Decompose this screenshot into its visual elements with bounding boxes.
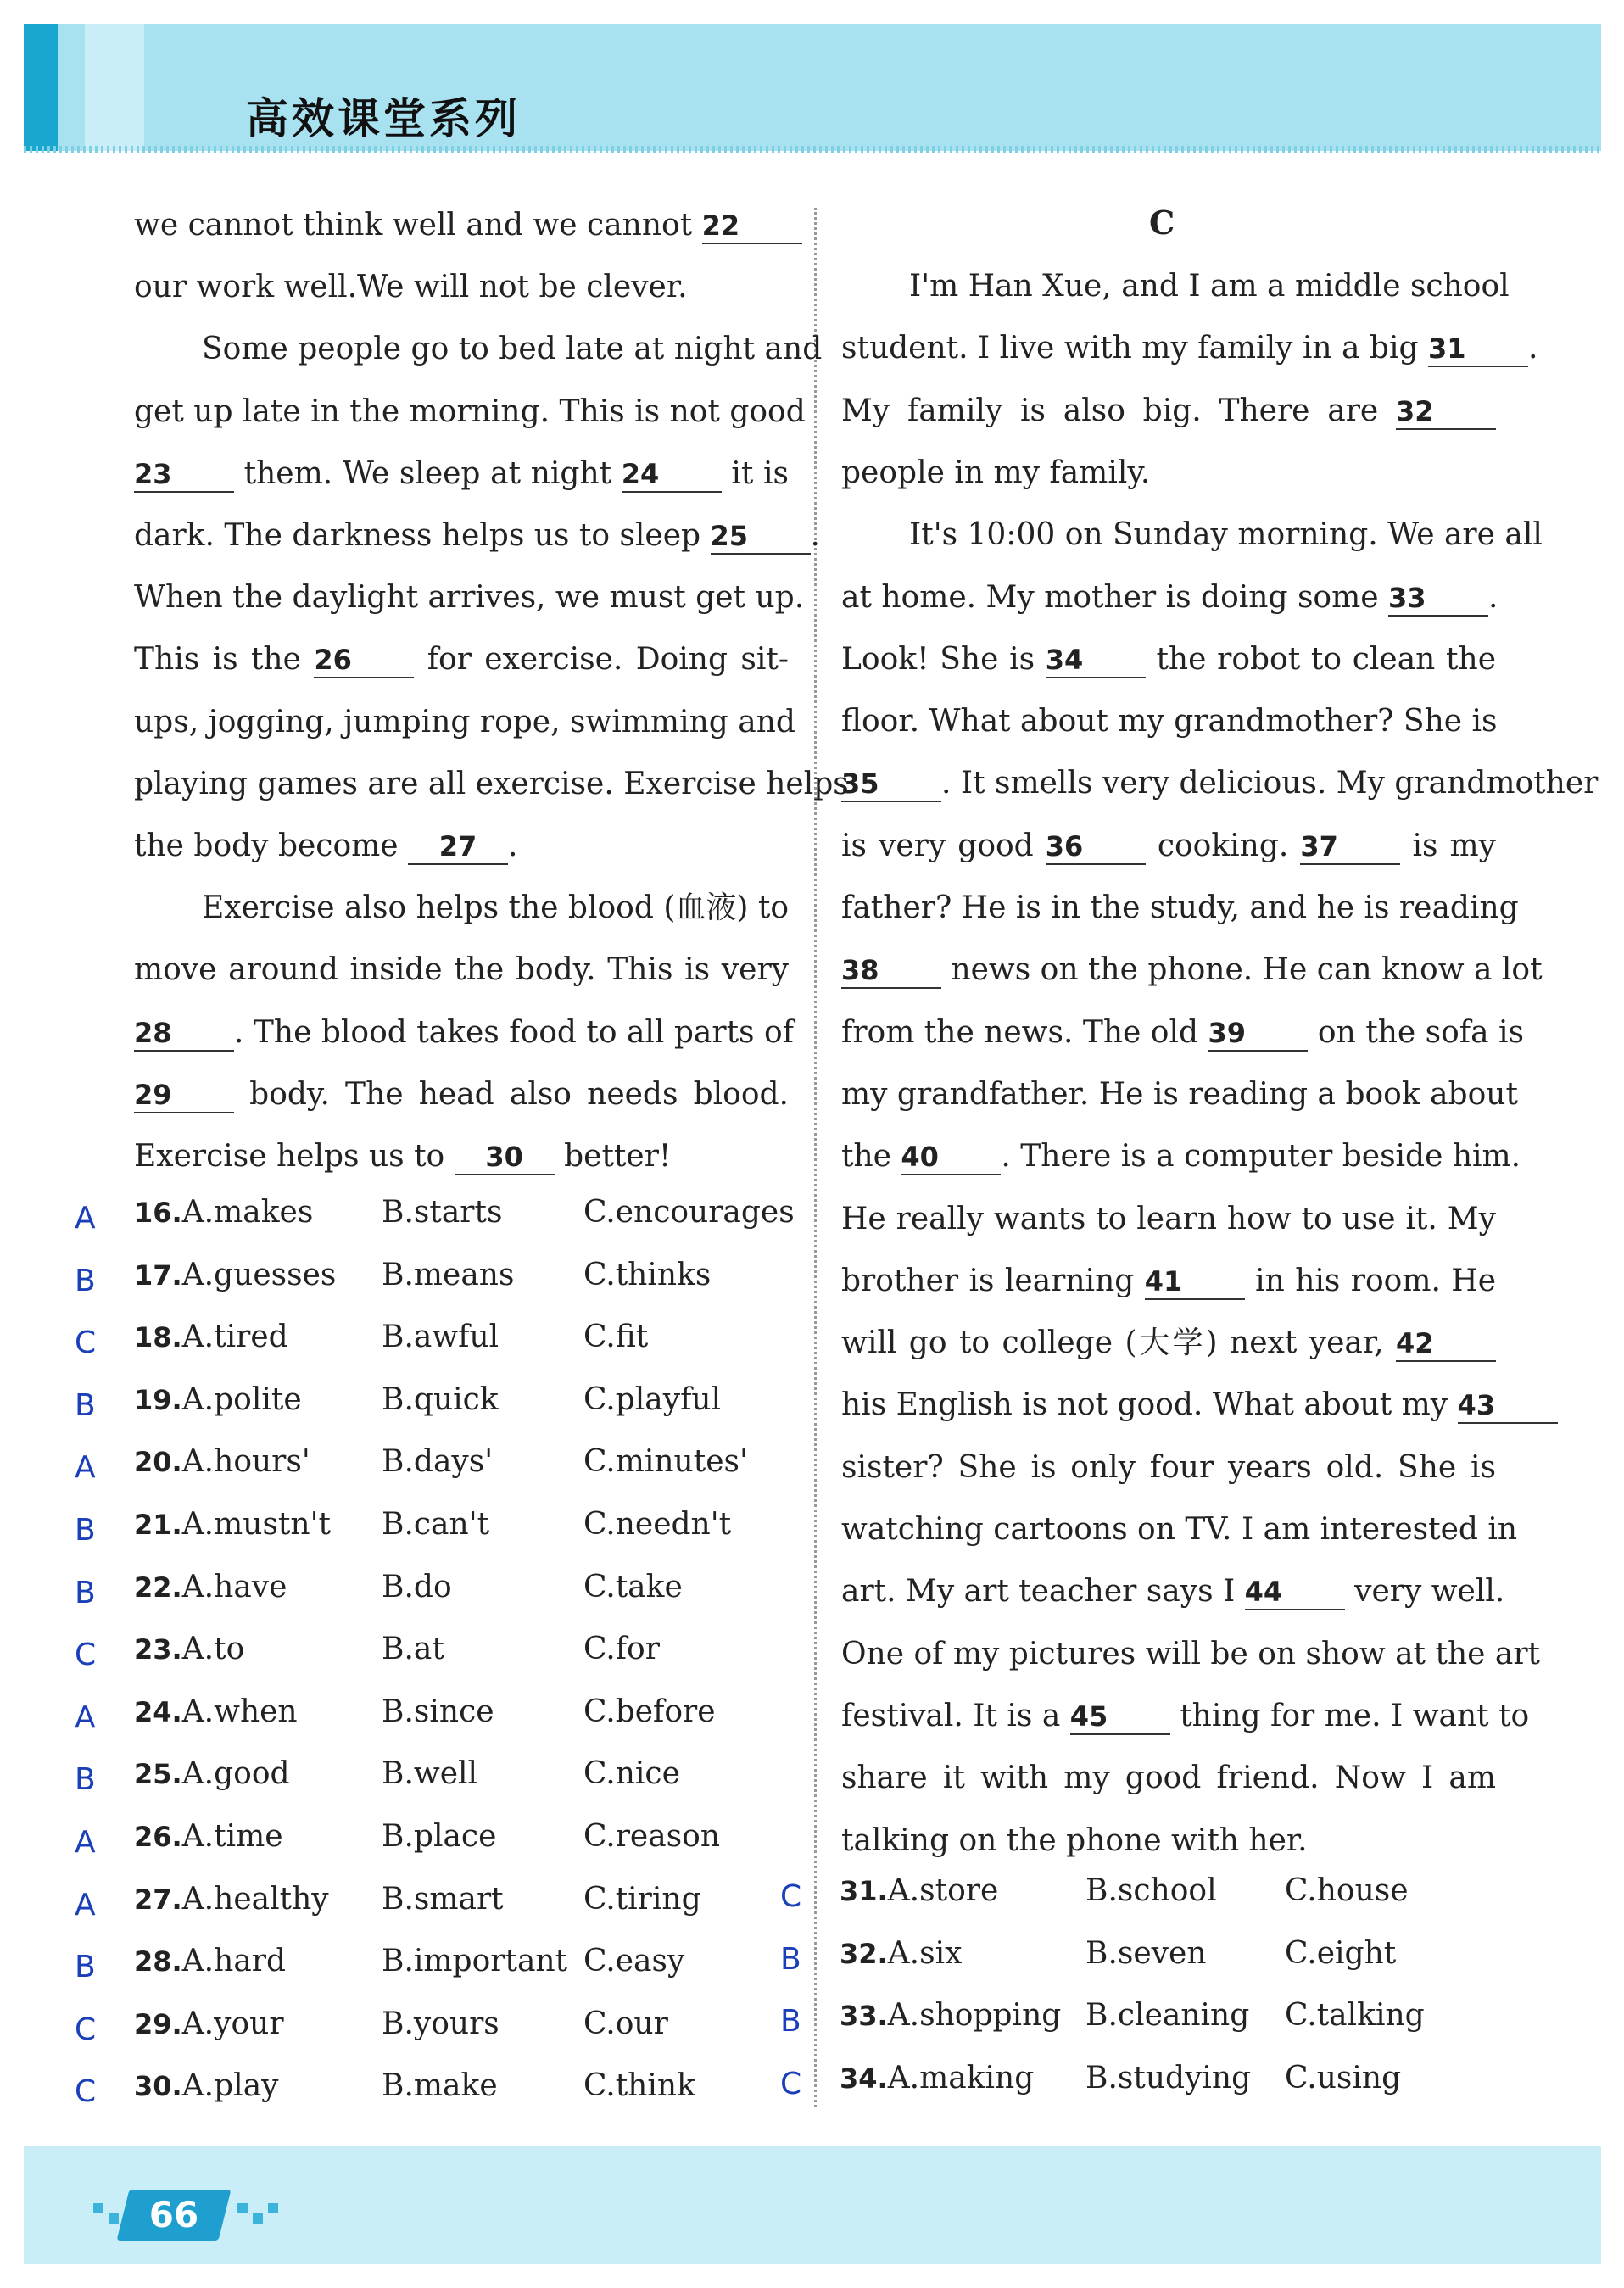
passage-text: . (508, 829, 518, 863)
option-b: B.quick (382, 1381, 499, 1417)
passage-line (134, 207, 789, 244)
passage-text: is my (1400, 828, 1496, 863)
option-b: B.yours (382, 2006, 499, 2041)
passage-line (202, 890, 789, 927)
answer-mark: C (75, 1325, 97, 1361)
passage-text: He really wants to learn how to use it. My (841, 1201, 1496, 1236)
option-c: C.our (583, 2006, 668, 2041)
option-a: A.making (887, 2060, 1035, 2095)
answer-mark: A (75, 1887, 96, 1922)
option-c: C.think (583, 2068, 695, 2104)
option-a: A.guesses (181, 1257, 337, 1292)
option-row (134, 1257, 336, 1294)
passage-text: . (1488, 579, 1498, 615)
passage-text: It's 10:00 on Sunday morning. We are all (909, 517, 1543, 553)
passage-text: them. We sleep at night (234, 455, 622, 491)
passage-line (134, 455, 789, 493)
question-number: 24. (134, 1695, 182, 1728)
header-dotted-rule (24, 146, 1601, 153)
passage-line (909, 516, 1543, 554)
option-row (840, 1935, 962, 1973)
option-a: A.makes (181, 1195, 314, 1230)
passage-text: This is the (134, 642, 315, 678)
passage-text: . (810, 518, 820, 553)
passage-text: move around inside the body. This is very (134, 952, 789, 988)
option-a: A.six (887, 1935, 963, 1971)
passage-line (134, 704, 795, 741)
answer-mark: C (75, 1638, 97, 1673)
question-number: 18. (134, 1321, 182, 1354)
blank-number: 39 (1208, 1016, 1308, 1052)
passage-text: . The blood takes food to all parts of (234, 1014, 794, 1050)
passage-text: Exercise helps us to (134, 1139, 455, 1174)
answer-mark: C (75, 2074, 97, 2110)
answer-mark: A (75, 1825, 96, 1860)
option-row (840, 1997, 1061, 2034)
passage-line (841, 1449, 1496, 1487)
passage-text: brother is learning (841, 1263, 1145, 1298)
passage-line (841, 765, 1599, 802)
passage-text: dark. The darkness helps us to sleep (134, 518, 711, 553)
option-row (134, 1506, 331, 1543)
passage-text: news on the phone. He can know a lot (941, 952, 1543, 988)
passage-text: our work well.We will not be clever. (134, 270, 688, 305)
question-number: 32. (840, 1937, 888, 1970)
passage-line (134, 1076, 789, 1113)
passage-text: sister? She is only four years old. She is (841, 1449, 1496, 1485)
option-c: C.reason (583, 1819, 721, 1854)
passage-text: When the daylight arrives, we must get up. (134, 580, 805, 616)
option-b: B.awful (382, 1320, 499, 1355)
column-divider (814, 208, 817, 2107)
option-c: C.needn't (583, 1507, 732, 1542)
passage-text: father? He is in the study, and he is reading (841, 890, 1519, 925)
option-b: B.at (382, 1632, 444, 1667)
blank-number: 24 (622, 457, 722, 493)
footer-decoration-dot (253, 2213, 263, 2224)
question-number: 20. (134, 1446, 182, 1479)
option-c: C.easy (583, 1944, 685, 1979)
option-c: C.thinks (583, 1257, 712, 1292)
question-number: 21. (134, 1509, 182, 1541)
passage-line (134, 517, 820, 555)
answer-mark: A (75, 1699, 96, 1735)
option-a: A.mustn't (181, 1507, 331, 1542)
option-b: B.place (382, 1819, 497, 1854)
option-c: C.nice (583, 1756, 680, 1792)
passage-line (134, 269, 789, 306)
blank-number: 35 (841, 767, 941, 802)
passage-line (841, 1636, 1541, 1673)
header-accent-bar (24, 24, 58, 151)
passage-text: Exercise also helps the blood (血液) to (202, 890, 789, 926)
option-row (134, 1194, 313, 1231)
option-row (134, 1381, 302, 1419)
passage-text: in his room. He (1244, 1263, 1496, 1298)
footer-decoration-dot (268, 2203, 278, 2213)
option-c: C.tiring (583, 1881, 701, 1917)
blank-number: 38 (841, 953, 941, 989)
passage-text: for exercise. Doing sit- (414, 642, 789, 678)
passage-text: watching cartoons on TV. I am interested in (841, 1512, 1518, 1547)
option-c: C.minutes' (583, 1444, 748, 1480)
passage-text: from the news. The old (841, 1014, 1208, 1050)
passage-text: playing games are all exercise. Exercise helps (134, 766, 849, 801)
option-c: C.take (583, 1569, 683, 1604)
option-a: A.good (181, 1756, 290, 1792)
passage-text: talking on the phone with her. (841, 1822, 1308, 1858)
option-c: C.playful (583, 1381, 722, 1417)
option-row (134, 1694, 298, 1731)
passage-text: share it with my good friend. Now I am (841, 1761, 1496, 1796)
passage-text: body. The head also needs blood. (234, 1076, 789, 1112)
option-a: A.store (887, 1873, 999, 1908)
option-a: A.shopping (887, 1998, 1062, 2034)
passage-line (841, 641, 1496, 678)
passage-text: ups, jogging, jumping rope, swimming and (134, 704, 795, 739)
passage-text: will go to college (大学) next year, (841, 1325, 1396, 1361)
option-c: C.talking (1285, 1998, 1425, 2034)
passage-line (134, 766, 849, 803)
answer-mark: B (75, 1575, 96, 1610)
option-row (134, 1569, 287, 1606)
answer-mark: C (780, 2066, 802, 2101)
passage-text: is very good (841, 828, 1046, 863)
answer-mark: B (75, 1950, 96, 1985)
footer-decoration-dot (109, 2213, 119, 2224)
passage-text: I'm Han Xue, and I am a middle school (909, 269, 1510, 304)
option-a: A.play (181, 2068, 279, 2104)
question-number: 17. (134, 1258, 182, 1292)
passage-line (841, 1138, 1521, 1175)
option-row (134, 1631, 244, 1668)
option-c: C.before (583, 1694, 716, 1729)
passage-line (841, 1325, 1496, 1362)
question-number: 19. (134, 1383, 182, 1416)
blank-number: 32 (1396, 394, 1496, 430)
passage-line (841, 1387, 1496, 1424)
passage-text: festival. It is a (841, 1698, 1070, 1733)
option-a: A.tired (181, 1320, 288, 1355)
blank-number: 45 (1070, 1699, 1170, 1735)
option-row (134, 1818, 283, 1856)
passage-line (841, 455, 1496, 492)
blank-number: 41 (1145, 1264, 1245, 1300)
footer-decoration-dot (237, 2203, 248, 2213)
passage-line (134, 579, 805, 617)
option-c: C.eight (1285, 1935, 1397, 1971)
passage-text: One of my pictures will be on show at the art (841, 1636, 1541, 1671)
passage-text: My family is also big. There are (841, 393, 1396, 428)
passage-text: thing for me. I want to (1169, 1698, 1530, 1733)
option-a: A.to (181, 1632, 245, 1667)
question-number: 31. (840, 1875, 888, 1907)
option-b: B.studying (1085, 2060, 1252, 2095)
answer-mark: B (75, 1387, 96, 1423)
passage-text: Some people go to bed late at night and (202, 332, 823, 367)
passage-text: my grandfather. He is reading a book about (841, 1076, 1518, 1112)
option-c: C.for (583, 1632, 660, 1667)
footer-band (24, 2146, 1601, 2264)
question-number: 16. (134, 1197, 182, 1229)
option-row (134, 1943, 286, 1980)
passage-line (134, 1014, 794, 1052)
option-row (134, 2006, 284, 2043)
option-b: B.do (382, 1569, 452, 1604)
option-b: B.can't (382, 1507, 490, 1542)
section-title: C (1149, 204, 1175, 242)
answer-mark: B (780, 1941, 801, 1977)
passage-text: very well. (1344, 1574, 1505, 1610)
option-c: C.house (1285, 1873, 1409, 1908)
passage-text: cooking. (1145, 828, 1301, 863)
option-row (134, 1755, 290, 1793)
question-number: 25. (134, 1758, 182, 1791)
blank-number: 25 (711, 519, 811, 555)
passage-text: his English is not good. What about my (841, 1387, 1458, 1423)
passage-text: people in my family. (841, 455, 1151, 490)
series-title: 高效课堂系列 (246, 94, 521, 143)
question-number: 34. (840, 2062, 888, 2095)
passage-line (134, 1138, 789, 1175)
blank-number: 37 (1300, 829, 1400, 865)
blank-number: 22 (702, 209, 802, 244)
option-b: B.seven (1085, 1935, 1207, 1971)
passage-line (134, 828, 789, 865)
passage-text: . There is a computer beside him. (1001, 1139, 1521, 1175)
option-row (840, 2060, 1034, 2097)
blank-number: 28 (134, 1016, 234, 1052)
passage-line (841, 1760, 1496, 1797)
option-b: B.cleaning (1085, 1998, 1250, 2034)
option-a: A.polite (181, 1381, 302, 1417)
passage-line (841, 1573, 1505, 1610)
passage-line (841, 330, 1538, 367)
question-number: 33. (840, 2000, 888, 2033)
option-b: B.well (382, 1756, 478, 1792)
option-c: C.fit (583, 1320, 649, 1355)
option-c: C.encourages (583, 1195, 795, 1230)
passage-line (841, 1014, 1524, 1052)
option-b: B.starts (382, 1195, 503, 1230)
blank-number: 29 (134, 1078, 234, 1113)
answer-mark: A (75, 1450, 96, 1486)
answer-mark: B (75, 1762, 96, 1798)
blank-number: 23 (134, 457, 234, 493)
passage-text: we cannot think well and we cannot (134, 208, 702, 243)
passage-line (134, 641, 789, 678)
passage-line (841, 703, 1496, 740)
blank-number: 27 (408, 829, 508, 865)
passage-text: the robot to clean the (1145, 641, 1496, 677)
question-number: 22. (134, 1571, 182, 1604)
option-b: B.since (382, 1694, 494, 1729)
blank-number: 44 (1245, 1575, 1345, 1610)
blank-number: 40 (901, 1140, 1001, 1175)
passage-line (841, 1263, 1496, 1300)
option-b: B.school (1085, 1873, 1217, 1908)
passage-text: on the sofa is (1308, 1014, 1524, 1050)
question-number: 29. (134, 2007, 182, 2040)
header-accent-light (85, 24, 144, 151)
passage-text: at home. My mother is doing some (841, 579, 1388, 615)
passage-text: art. My art teacher says I (841, 1574, 1245, 1610)
passage-line (134, 951, 789, 989)
option-b: B.important (382, 1944, 568, 1979)
passage-line (841, 951, 1543, 989)
option-a: A.your (181, 2006, 284, 2041)
answer-mark: B (780, 2004, 801, 2040)
question-number: 23. (134, 1633, 182, 1666)
option-a: A.when (181, 1694, 298, 1729)
answer-mark: B (75, 1513, 96, 1548)
blank-number: 31 (1428, 332, 1528, 367)
passage-line (909, 268, 1510, 305)
passage-line (841, 1076, 1518, 1113)
passage-line (841, 1822, 1496, 1860)
passage-text: floor. What about my grandmother? She is (841, 704, 1498, 739)
option-row (134, 1881, 329, 1918)
option-a: A.have (181, 1569, 287, 1604)
blank-number: 33 (1388, 581, 1488, 617)
option-b: B.means (382, 1257, 515, 1292)
blank-number: 42 (1396, 1326, 1496, 1362)
passage-text: get up late in the morning. This is not good (134, 393, 806, 429)
option-b: B.smart (382, 1881, 504, 1917)
option-row (840, 1872, 998, 1910)
passage-text: better! (554, 1139, 672, 1174)
option-row (134, 1443, 310, 1481)
option-row (134, 1319, 288, 1356)
blank-number: 34 (1046, 643, 1146, 678)
question-number: 28. (134, 1945, 182, 1978)
blank-number: 26 (314, 643, 414, 678)
passage-line (134, 393, 806, 431)
passage-line (841, 393, 1496, 430)
passage-text: the body become (134, 829, 409, 863)
footer-decoration-dot (93, 2203, 103, 2213)
passage-line (841, 1511, 1518, 1549)
answer-mark: A (75, 1201, 96, 1236)
question-number: 26. (134, 1821, 182, 1853)
answer-mark: C (780, 1879, 802, 1914)
question-number: 27. (134, 1883, 182, 1916)
passage-text: it is (721, 455, 789, 491)
passage-text: the (841, 1139, 901, 1175)
answer-mark: C (75, 2012, 97, 2047)
option-a: A.time (181, 1819, 283, 1854)
passage-text: Look! She is (841, 641, 1046, 677)
answer-mark: B (75, 1263, 96, 1298)
blank-number: 36 (1046, 829, 1146, 865)
passage-line (841, 890, 1519, 927)
passage-line (841, 579, 1496, 617)
question-number: 30. (134, 2070, 182, 2103)
option-b: B.make (382, 2068, 498, 2104)
blank-number: 43 (1458, 1388, 1558, 1424)
option-a: A.hard (181, 1944, 287, 1979)
passage-line (841, 828, 1496, 865)
passage-text: . It smells very delicious. My grandmother (941, 766, 1599, 801)
option-a: A.hours' (181, 1444, 310, 1480)
option-a: A.healthy (181, 1881, 329, 1917)
option-row (134, 2068, 279, 2105)
page-number: 66 (148, 2194, 199, 2235)
passage-line (841, 1201, 1496, 1238)
option-c: C.using (1285, 2060, 1402, 2095)
passage-line (202, 331, 823, 368)
blank-number: 30 (455, 1140, 555, 1175)
passage-text: student. I live with my family in a big (841, 331, 1428, 366)
option-b: B.days' (382, 1444, 494, 1480)
passage-text: . (1527, 331, 1538, 366)
passage-line (841, 1698, 1530, 1735)
